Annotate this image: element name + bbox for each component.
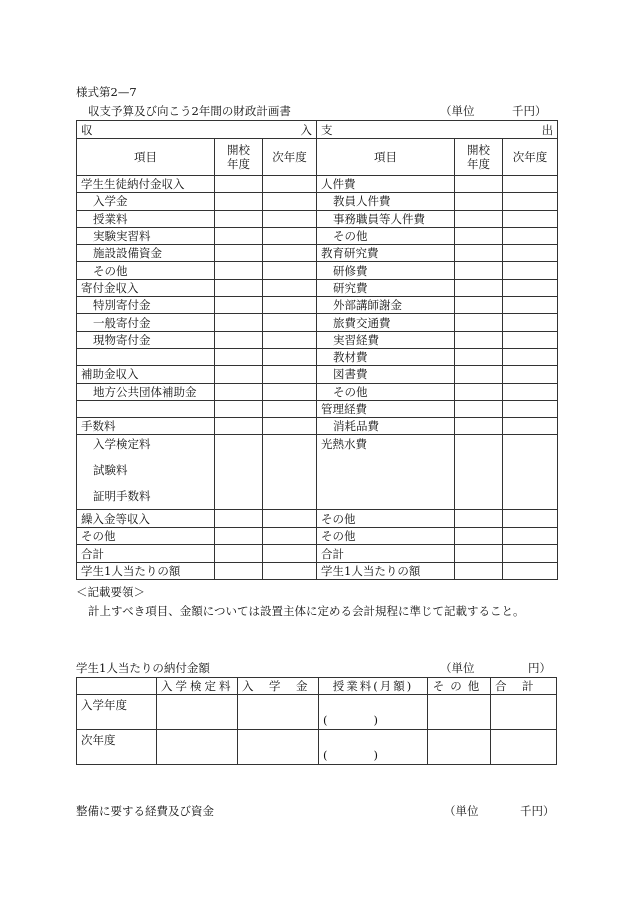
amount-cell[interactable]: [455, 348, 503, 365]
table-row: [77, 297, 558, 314]
expense-label: 支: [321, 122, 333, 137]
expense-item: 学生1人当たりの額: [317, 562, 455, 580]
expense-header: [317, 121, 558, 139]
income-header: [77, 121, 317, 139]
table-row: [77, 348, 558, 365]
facilities-title: 整備に要する経費及び資金: [76, 804, 214, 818]
expense-item: 合計: [317, 545, 455, 563]
income-label: 収: [81, 122, 93, 137]
per-student-title: 学生1人当たりの納付金額: [76, 661, 210, 675]
amount-cell[interactable]: [215, 400, 263, 417]
row-label: 入学年度: [77, 695, 157, 730]
tuition-cell[interactable]: [319, 730, 428, 765]
amount-cell[interactable]: [215, 331, 263, 348]
amount-cell[interactable]: [428, 730, 491, 765]
table-row: [77, 366, 558, 383]
income-item: 入学金: [77, 193, 215, 210]
table-row: [77, 210, 558, 227]
expense-item: 研究費: [317, 279, 455, 296]
amount-cell[interactable]: [263, 297, 317, 314]
table-row: [77, 193, 558, 210]
expense-item: 外部講師謝金: [317, 297, 455, 314]
expense-item: 人件費: [317, 176, 455, 193]
col-next-year: 次年度: [263, 139, 317, 176]
amount-cell[interactable]: [455, 366, 503, 383]
expense-item: 事務職員等人件費: [317, 210, 455, 227]
facilities-unit-open: （単位: [444, 804, 479, 818]
amount-cell[interactable]: [503, 279, 558, 296]
table-row: [77, 176, 558, 193]
income-item: 授業料: [77, 210, 215, 227]
header-tuition: 授業料(月額): [319, 678, 428, 695]
expense-item: 教育研究費: [317, 245, 455, 262]
amount-cell[interactable]: [263, 562, 317, 580]
amount-cell[interactable]: [503, 297, 558, 314]
table-row: [77, 400, 558, 417]
income-item: 実験実習料: [77, 227, 215, 244]
amount-cell[interactable]: [491, 730, 557, 765]
amount-cell[interactable]: [455, 383, 503, 400]
amount-cell[interactable]: [263, 510, 317, 528]
amount-cell[interactable]: [455, 510, 503, 528]
amount-cell[interactable]: [263, 245, 317, 262]
header-total: 合 計: [491, 678, 557, 695]
amount-cell[interactable]: [215, 348, 263, 365]
notes-text: 計上すべき項目、金額については設置主体に定める会計規程に準じて記載すること。: [88, 604, 525, 618]
income-item: 一般寄付金: [77, 314, 215, 331]
amount-cell[interactable]: [455, 176, 503, 193]
amount-cell[interactable]: [215, 545, 263, 563]
expense-item: その他: [317, 383, 455, 400]
table-row: [77, 383, 558, 400]
amount-cell[interactable]: [455, 545, 503, 563]
expense-label: 出: [541, 122, 554, 137]
income-label: 入: [300, 122, 313, 137]
header-other: その他: [428, 678, 491, 695]
table-row: [77, 562, 558, 580]
amount-cell[interactable]: [215, 176, 263, 193]
expense-item: その他: [317, 227, 455, 244]
amount-cell[interactable]: [455, 435, 503, 510]
col-open-year: 開校年度: [215, 139, 263, 176]
amount-cell[interactable]: [428, 695, 491, 730]
amount-cell[interactable]: [503, 418, 558, 435]
amount-cell[interactable]: [263, 193, 317, 210]
amount-cell[interactable]: [215, 262, 263, 279]
amount-cell[interactable]: [503, 510, 558, 528]
income-item: 地方公共団体補助金: [77, 383, 215, 400]
amount-cell[interactable]: [455, 297, 503, 314]
col-open-year: 開校年度: [455, 139, 503, 176]
paren: ): [373, 748, 378, 762]
amount-cell[interactable]: [455, 331, 503, 348]
table-row: [77, 331, 558, 348]
amount-cell[interactable]: [263, 176, 317, 193]
amount-cell[interactable]: [215, 314, 263, 331]
amount-cell[interactable]: [263, 366, 317, 383]
amount-cell[interactable]: [503, 400, 558, 417]
amount-cell[interactable]: [455, 418, 503, 435]
amount-cell[interactable]: [215, 435, 263, 510]
paren: (: [323, 713, 328, 727]
expense-item: 実習経費: [317, 331, 455, 348]
amount-cell[interactable]: [503, 314, 558, 331]
amount-cell[interactable]: [263, 262, 317, 279]
table-row: [77, 314, 558, 331]
form-number: 様式第2—7: [76, 85, 137, 99]
amount-cell[interactable]: [503, 383, 558, 400]
table-row: [77, 245, 558, 262]
amount-cell[interactable]: [215, 418, 263, 435]
col-next-year: 次年度: [503, 139, 558, 176]
amount-cell[interactable]: [157, 695, 238, 730]
amount-cell[interactable]: [215, 297, 263, 314]
expense-item: その他: [317, 527, 455, 545]
fees-sub-items: [77, 435, 215, 510]
amount-cell[interactable]: [455, 210, 503, 227]
income-item: 施設設備資金: [77, 245, 215, 262]
row-label: 次年度: [77, 730, 157, 765]
income-item: 学生1人当たりの額: [77, 562, 215, 580]
amount-cell[interactable]: [263, 314, 317, 331]
amount-cell[interactable]: [215, 527, 263, 545]
amount-cell[interactable]: [503, 227, 558, 244]
amount-cell[interactable]: [455, 562, 503, 580]
amount-cell[interactable]: [503, 545, 558, 563]
header-entrance-fee: 入 学 金: [238, 678, 319, 695]
table-row: [77, 510, 558, 528]
amount-cell[interactable]: [263, 227, 317, 244]
budget-unit-open: （単位: [440, 104, 475, 118]
amount-cell[interactable]: [215, 193, 263, 210]
budget-title: 収支予算及び向こう2年間の財政計画書: [88, 104, 291, 118]
per-student-unit-open: （単位: [440, 661, 475, 675]
fee-item: 入学検定料: [93, 437, 151, 452]
income-item: 寄付金収入: [77, 279, 215, 296]
amount-cell[interactable]: [503, 245, 558, 262]
amount-cell[interactable]: [215, 510, 263, 528]
amount-cell[interactable]: [238, 695, 319, 730]
amount-cell[interactable]: [503, 435, 558, 510]
amount-cell[interactable]: [263, 400, 317, 417]
income-item: 合計: [77, 545, 215, 563]
expense-item: 管理経費: [317, 400, 455, 417]
utilities-item: 光熱水費: [317, 435, 455, 510]
amount-cell[interactable]: [503, 348, 558, 365]
paren: ): [373, 713, 378, 727]
amount-cell[interactable]: [503, 562, 558, 580]
table-row: [77, 527, 558, 545]
col-item: 項目: [77, 139, 215, 176]
facilities-unit-close: 千円）: [520, 804, 555, 818]
amount-cell[interactable]: [503, 527, 558, 545]
blank-header: [77, 678, 157, 695]
amount-cell[interactable]: [263, 545, 317, 563]
amount-cell[interactable]: [215, 210, 263, 227]
amount-cell[interactable]: [215, 562, 263, 580]
income-item: [77, 400, 215, 417]
amount-cell[interactable]: [455, 279, 503, 296]
expense-item: 消耗品費: [317, 418, 455, 435]
income-item: その他: [77, 527, 215, 545]
amount-cell[interactable]: [503, 193, 558, 210]
amount-cell[interactable]: [263, 279, 317, 296]
amount-cell[interactable]: [215, 366, 263, 383]
amount-cell[interactable]: [455, 527, 503, 545]
amount-cell[interactable]: [455, 227, 503, 244]
amount-cell[interactable]: [238, 730, 319, 765]
amount-cell[interactable]: [263, 210, 317, 227]
table-row: [77, 227, 558, 244]
amount-cell[interactable]: [157, 730, 238, 765]
income-item: 特別寄付金: [77, 297, 215, 314]
paren: (: [323, 748, 328, 762]
table-row: [77, 545, 558, 563]
table-row: [77, 279, 558, 296]
table-row: [77, 262, 558, 279]
expense-item: 旅費交通費: [317, 314, 455, 331]
amount-cell[interactable]: [263, 435, 317, 510]
amount-cell[interactable]: [503, 176, 558, 193]
tuition-cell[interactable]: [319, 695, 428, 730]
expense-item: その他: [317, 510, 455, 528]
income-item: 現物寄付金: [77, 331, 215, 348]
income-item: 学生生徒納付金収入: [77, 176, 215, 193]
amount-cell[interactable]: [455, 245, 503, 262]
amount-cell[interactable]: [503, 331, 558, 348]
amount-cell[interactable]: [263, 418, 317, 435]
per-student-table: [76, 677, 557, 765]
amount-cell[interactable]: [215, 279, 263, 296]
amount-cell[interactable]: [263, 331, 317, 348]
expense-item: 研修費: [317, 262, 455, 279]
amount-cell[interactable]: [263, 348, 317, 365]
amount-cell[interactable]: [263, 527, 317, 545]
income-item: 繰入金等収入: [77, 510, 215, 528]
fee-item: 試験料: [93, 463, 128, 478]
amount-cell[interactable]: [503, 210, 558, 227]
header-exam-fee: 入学検定料: [157, 678, 238, 695]
amount-cell[interactable]: [455, 262, 503, 279]
expense-item: 教員人件費: [317, 193, 455, 210]
amount-cell[interactable]: [215, 383, 263, 400]
income-item: 補助金収入: [77, 366, 215, 383]
amount-cell[interactable]: [503, 262, 558, 279]
income-item: 手数料: [77, 418, 215, 435]
col-item: 項目: [317, 139, 455, 176]
income-item: その他: [77, 262, 215, 279]
amount-cell[interactable]: [215, 245, 263, 262]
amount-cell[interactable]: [455, 314, 503, 331]
amount-cell[interactable]: [263, 383, 317, 400]
expense-item: 教材費: [317, 348, 455, 365]
amount-cell[interactable]: [503, 366, 558, 383]
income-item: [77, 348, 215, 365]
amount-cell[interactable]: [455, 193, 503, 210]
amount-cell[interactable]: [215, 227, 263, 244]
amount-cell[interactable]: [491, 695, 557, 730]
budget-unit-close: 千円）: [512, 104, 547, 118]
table-row: [77, 418, 558, 435]
amount-cell[interactable]: [455, 400, 503, 417]
expense-item: 図書費: [317, 366, 455, 383]
per-student-unit-close: 円）: [528, 661, 551, 675]
budget-table: [76, 120, 558, 580]
notes-heading: ＜記載要領＞: [76, 585, 145, 599]
fee-item: 証明手数料: [93, 489, 151, 504]
